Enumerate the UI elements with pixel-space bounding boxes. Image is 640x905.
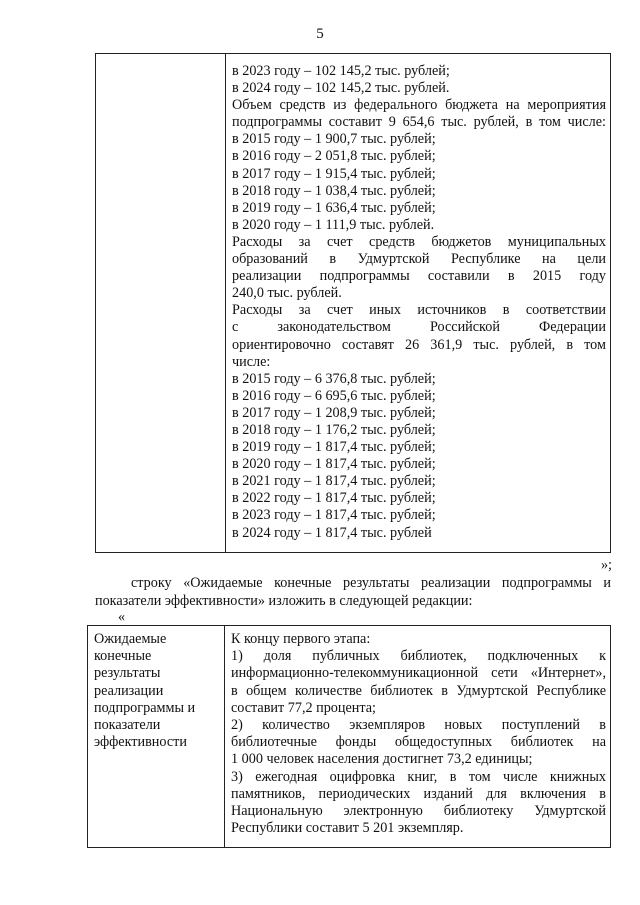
- text-line: Объем средств из федерального бюджета на мероприятия: [232, 97, 606, 114]
- label-line: конечные: [94, 648, 152, 665]
- text-line: числе:: [232, 353, 271, 370]
- text-line: в 2024 году – 1 817,4 тыс. рублей: [232, 524, 432, 541]
- text-line: информационно-телекоммуникационной сети «Интернет»,: [231, 665, 606, 682]
- text-line: в 2023 году – 1 817,4 тыс. рублей;: [232, 507, 436, 524]
- page-number: 5: [316, 26, 324, 42]
- text-line: реализации подпрограммы составили в 2015 году: [232, 268, 606, 285]
- text-line: в 2018 году – 1 038,4 тыс. рублей;: [232, 182, 436, 199]
- text-line: в 2024 году – 102 145,2 тыс. рублей.: [232, 80, 450, 97]
- label-line: Ожидаемые: [94, 631, 167, 647]
- text-line: в 2015 году – 1 900,7 тыс. рублей;: [232, 131, 436, 148]
- text-line: Республики составит 5 201 экземпляр.: [231, 820, 464, 837]
- text-line: Национальную электронную библиотеку Удмуртской: [231, 803, 606, 820]
- text-line: библиотечные фонды общедоступных библиотек на: [231, 734, 606, 751]
- closing-quote: »;: [600, 557, 612, 573]
- text-line: 3) ежегодная оцифровка книг, в том числе книжных: [231, 768, 606, 785]
- label-line: результаты: [94, 665, 161, 682]
- funding-table: [95, 53, 611, 553]
- label-line: показатели: [94, 717, 161, 734]
- text-line: в 2016 году – 6 695,6 тыс. рублей;: [232, 387, 436, 404]
- text-line: в 2020 году – 1 817,4 тыс. рублей;: [232, 456, 436, 473]
- text-line: в 2015 году – 6 376,8 тыс. рублей;: [232, 370, 436, 387]
- text-line: составит 77,2 процента;: [231, 699, 376, 716]
- funding-table-content-cell: [232, 63, 606, 542]
- results-table-content-cell: [231, 631, 606, 837]
- text-line: в 2018 году – 1 176,2 тыс. рублей;: [232, 421, 436, 438]
- text-line: в 2023 году – 102 145,2 тыс. рублей;: [232, 63, 450, 79]
- text-line: в 2022 году – 1 817,4 тыс. рублей;: [232, 490, 436, 507]
- text-line: в общем количестве библиотек в Удмуртской Республике: [231, 682, 606, 699]
- text-line: в 2020 году – 1 111,9 тыс. рублей.: [232, 216, 435, 233]
- opening-quote: «: [118, 609, 126, 625]
- results-table: [87, 625, 611, 848]
- text-line: ориентировочно составят 26 361,9 тыс. рублей, в том: [232, 336, 606, 353]
- text-line: в 2017 году – 1 208,9 тыс. рублей;: [232, 404, 436, 421]
- paragraph-line: строку «Ожидаемые конечные результаты реализации подпрограммы и: [131, 575, 611, 591]
- label-line: реализации: [94, 682, 164, 699]
- text-line: в 2017 году – 1 915,4 тыс. рублей;: [232, 165, 436, 182]
- text-line: 240,0 тыс. рублей.: [232, 285, 342, 302]
- label-line: эффективности: [94, 734, 187, 751]
- text-line: с законодательством Российской Федерации: [232, 319, 606, 336]
- text-line: Расходы за счет иных источников в соответствии: [232, 302, 606, 319]
- text-line: в 2019 году – 1 817,4 тыс. рублей;: [232, 439, 436, 456]
- text-line: образований в Удмуртской Республике на цели: [232, 251, 606, 268]
- text-line: 2) количество экземпляров новых поступлений в: [231, 717, 606, 734]
- text-line: 1 000 человек населения достигнет 73,2 единицы;: [231, 751, 533, 768]
- label-line: подпрограммы и: [94, 699, 196, 716]
- results-table-label-cell: [88, 626, 225, 847]
- text-line: в 2019 году – 1 636,4 тыс. рублей;: [232, 199, 436, 216]
- text-line: в 2021 году – 1 817,4 тыс. рублей;: [232, 473, 436, 490]
- funding-table-label-cell: [96, 54, 226, 552]
- text-line: 1) доля публичных библиотек, подключенных к: [231, 648, 606, 665]
- text-line: подпрограммы составит 9 654,6 тыс. рублей, в том числе:: [232, 114, 606, 131]
- text-line: Расходы за счет средств бюджетов муниципальных: [232, 233, 606, 250]
- text-line: памятников, периодических изданий для включения в: [231, 785, 606, 802]
- paragraph-line: показатели эффективности» изложить в следующей редакции:: [95, 593, 473, 609]
- amendment-paragraph: [95, 574, 611, 610]
- text-line: в 2016 году – 2 051,8 тыс. рублей;: [232, 148, 436, 165]
- text-line: К концу первого этапа:: [231, 631, 371, 647]
